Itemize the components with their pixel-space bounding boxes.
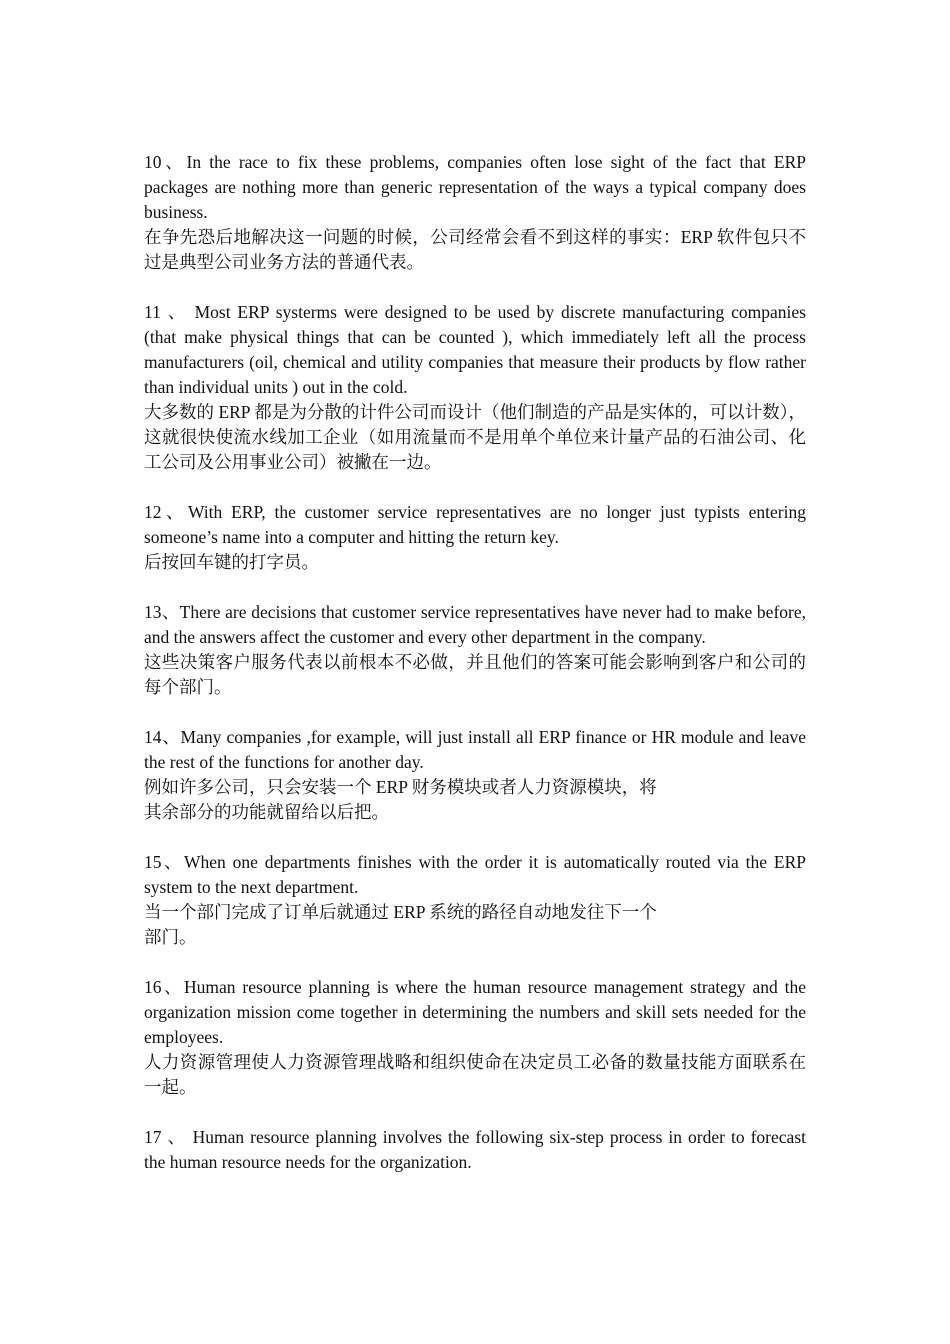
item-15-english: 15、When one departments finishes with the order it is automatically routed via the ERP system to the next department. [144,852,806,897]
item-13-english: 13、There are decisions that customer service representatives have never had to make before, and the answers affect the customer and every other department in the company. [144,602,806,647]
item-10-chinese: 在争先恐后地解决这一问题的时候，公司经常会看不到这样的事实：ERP 软件包只不过是典型公司业务方法的普通代表。 [144,227,806,272]
item-13 [144,600,806,700]
item-15-chinese-line-1: 当一个部门完成了订单后就通过 ERP 系统的路径自动地发往下一个 [144,902,657,922]
item-16-chinese: 人力资源管理使人力资源管理战略和组织使命在决定员工必备的数量技能方面联系在一起。 [144,1052,806,1097]
item-14 [144,725,806,825]
item-14-chinese-line-1: 例如许多公司，只会安装一个 ERP 财务模块或者人力资源模块，将 [144,777,657,797]
item-15-chinese-line-2: 部门。 [144,927,197,947]
item-14-chinese-line-2: 其余部分的功能就留给以后把。 [144,802,389,822]
item-16 [144,975,806,1100]
item-17 [144,1125,806,1175]
item-11-english: 11 、 Most ERP systerms were designed to be used by discrete manufacturing companies (that make physical things that can be counted ), which immediately left all the process manufacturers (oil, chemical and utility companies that measure their products by flow rather than individual units ) out in the cold. [144,302,806,397]
item-10 [144,150,806,275]
item-11-chinese: 大多数的 ERP 都是为分散的计件公司而设计（他们制造的产品是实体的，可以计数），这就很快使流水线加工企业（如用流量而不是用单个单位来计量产品的石油公司、化工公司及公用事业公司）被撇在一边。 [144,402,806,472]
document-page [144,150,806,1200]
item-12-english: 12、With ERP, the customer service representatives are no longer just typists entering someone’s name into a computer and hitting the return key. [144,502,806,547]
item-11 [144,300,806,475]
item-14-english: 14、Many companies ,for example, will just install all ERP finance or HR module and leave the rest of the functions for another day. [144,727,806,772]
item-16-english: 16、Human resource planning is where the human resource management strategy and the organization mission come together in determining the numbers and skill sets needed for the employees. [144,977,806,1047]
item-12-chinese: 后按回车键的打字员。 [144,552,319,572]
item-17-english: 17 、 Human resource planning involves the following six-step process in order to forecast the human resource needs for the organization. [144,1127,806,1172]
item-15 [144,850,806,950]
item-13-chinese: 这些决策客户服务代表以前根本不必做，并且他们的答案可能会影响到客户和公司的每个部门。 [144,652,806,697]
item-10-english: 10、In the race to fix these problems, companies often lose sight of the fact that ERP packages are nothing more than generic representation of the ways a typical company does business. [144,152,806,222]
item-12 [144,500,806,575]
